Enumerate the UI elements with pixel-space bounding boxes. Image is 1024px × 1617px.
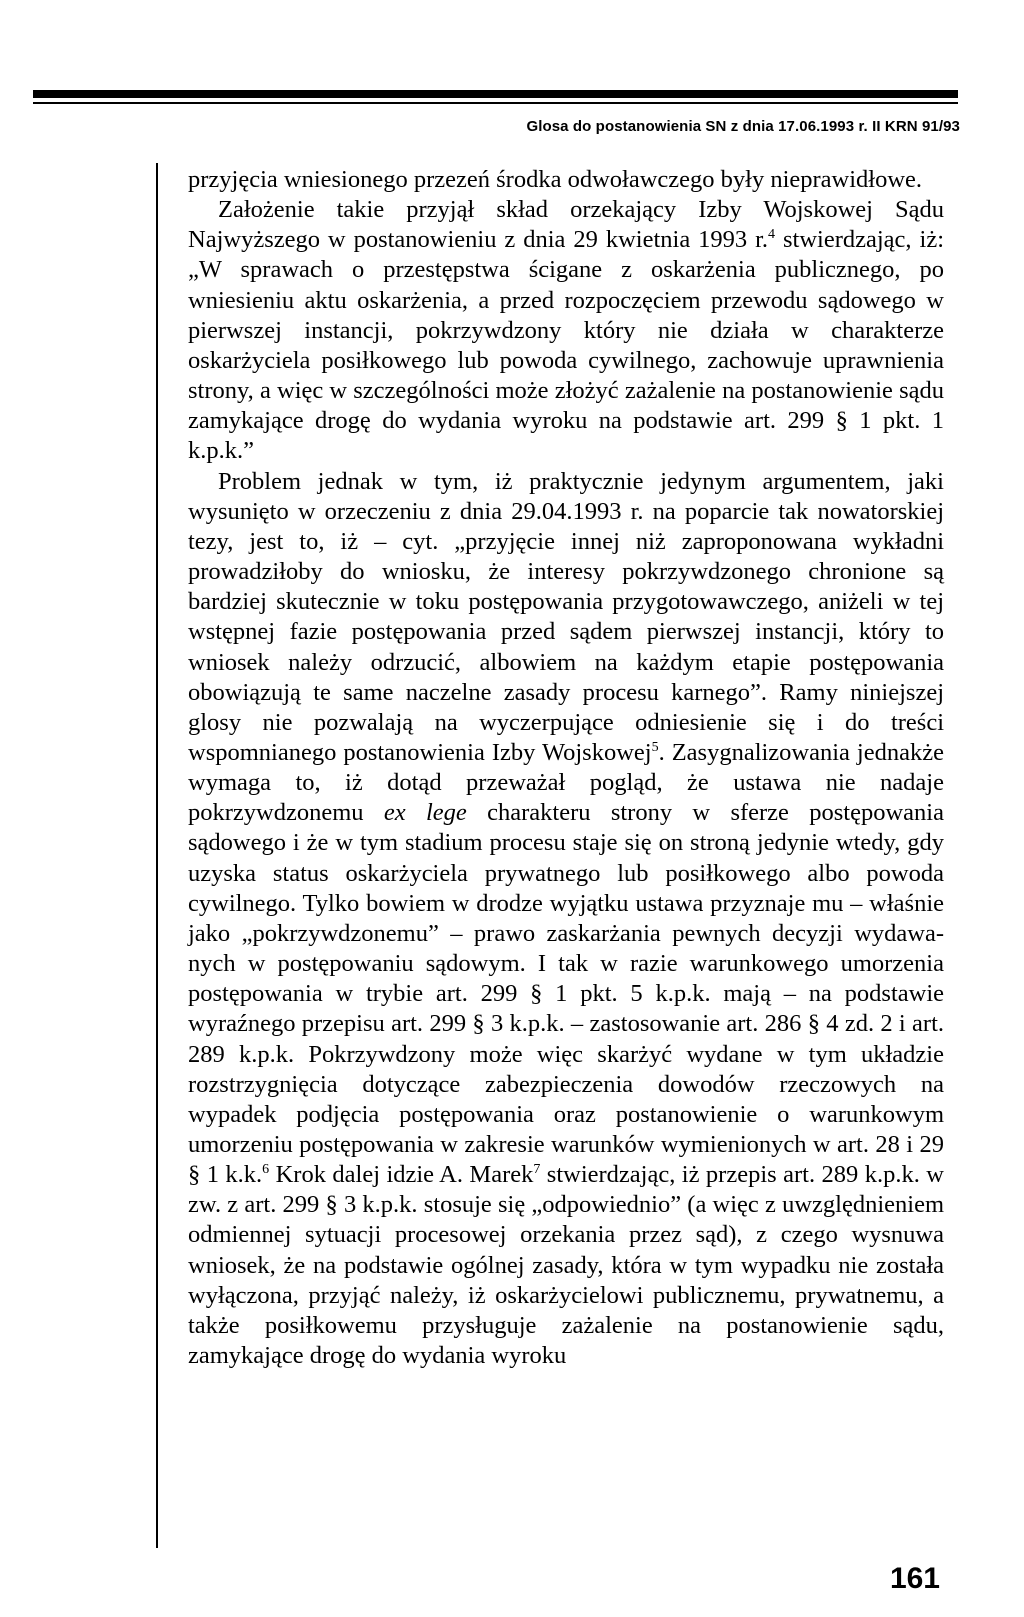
paragraph-3-text-a: Problem jednak w tym, iż praktycznie jedynym argumentem, jaki wysunięto w orzeczeniu z dnia 29.04.1993 r. na poparcie tak nowatorskiej tezy, jest to, iż – cyt. „przyjęcie innej niż zaproponowana wykładni prowadziłoby do wniosku, że interesy pokrzywdzonego chronione są bardziej skutecznie w toku postępowania przygotowawczego, aniżeli w tej wstępnej fazie postępowania przed sądem pierwszej instancji, który to wniosek należy odrzucić, albowiem na każdym etapie postępowania obowiązują te same naczelne zasady procesu karnego”. Ramy niniejszej glosy nie pozwalają na wyczerpujące odniesienie się i do treści wspomnianego postanowienia Izby Wojskowej — [188, 467, 944, 766]
paragraph-1-text: przyjęcia wniesionego przezeń środka odwoławczego były nieprawidłowe. — [188, 166, 923, 193]
footnote-ref-4: 4 — [768, 227, 776, 243]
paragraph-3-text-e: stwierdzając, iż przepis art. 289 k.p.k. w zw. z art. 299 § 3 k.p.k. stosuje się „odpowiednio” (a więc z uwzględnieniem odmiennej sytuacji procesowej orzekania przez sąd), z czego wysnuwa wniosek, że na podstawie ogólnej zasady, która w tym wypadku nie została wyłączona, przyjąć należy, iż oskarżycielowi publicznemu, prywatnemu, a także posiłkowemu przysługuje zażalenie na postanowienie sądu, zamykające drogę do wydania wyroku — [188, 1161, 944, 1370]
paragraph-2-text-b: stwierdzając, iż: „W sprawach o przestępstwa ścigane z oskarżenia publicznego, po wniesieniu aktu oskarżenia, a przed rozpoczęciem przewodu sądowego w pierwszej instancji, pokrzywdzony który nie działa w charakterze oskarżyciela posiłkowego lub powoda cywilnego, zachowuje uprawnienia strony, a więc w szczególności może złożyć zażalenie na postanowienie sądu zamykające drogę do wydania wyroku na podstawie art. 299 § 1 pkt. 1 k.p.k.” — [188, 226, 944, 465]
paragraph-3 — [188, 467, 944, 1372]
paragraph-3-text-d: Krok dalej idzie A. Marek — [269, 1161, 534, 1189]
header-rule-thick — [33, 90, 958, 98]
footnote-ref-6: 6 — [262, 1162, 270, 1178]
latin-term: ex lege — [383, 799, 467, 827]
running-header: Glosa do postanowienia SN z dnia 17.06.1993 r. II KRN 91/93 — [526, 118, 960, 135]
paragraph-3-text-b: . Zasygnalizowania jednakże wymaga to, iż dotąd przeważał pogląd, że ustawa nie nadaje pokrzywdzonemu — [188, 738, 944, 827]
header-rule-thin — [33, 102, 958, 104]
margin-line — [156, 163, 158, 1548]
body-text — [188, 165, 944, 1371]
paragraph-1 — [188, 165, 944, 195]
paragraph-2 — [188, 195, 944, 466]
paragraph-2-text-a: Założenie takie przyjął skład orzekający Izby Wojskowej Sądu Najwyższego w postanowieniu z dnia 29 kwietnia 1993 r. — [188, 196, 944, 254]
footnote-ref-5: 5 — [651, 739, 659, 755]
paragraph-3-text-c: charakteru strony w sferze postępowania sądowego i że w tym stadium procesu staje się on stroną jedynie wtedy, gdy uzyska status oskarżyciela prywatnego lub posiłkowego albo powoda cywilnego. Tylko bowiem w drodze wyjątku ustawa przyznaje mu – właśnie jako „pokrzywdzonemu” – prawo zaskarżania pewnych decyzji wydawanych w postępowaniu sądowym. I tak w razie warunkowego umorzenia postępowania w trybie art. 299 § 1 pkt. 5 k.p.k. mają – na podstawie wyraźnego przepisu art. 299 § 3 k.p.k. – zastosowanie art. 286 § 4 zd. 2 i art. 289 k.p.k. Pokrzywdzony może więc skarżyć wydane w tym układzie rozstrzygnięcia dotyczące zabezpieczenia dowodów rzeczowych na wypadek podjęcia postępowania oraz postanowienie o warunkowym umorzeniu postępowania w zakresie warunków wymienionych w art. 28 i 29 § 1 k.k. — [188, 799, 944, 1189]
footnote-ref-7: 7 — [533, 1162, 541, 1178]
page-number: 161 — [889, 1562, 940, 1595]
